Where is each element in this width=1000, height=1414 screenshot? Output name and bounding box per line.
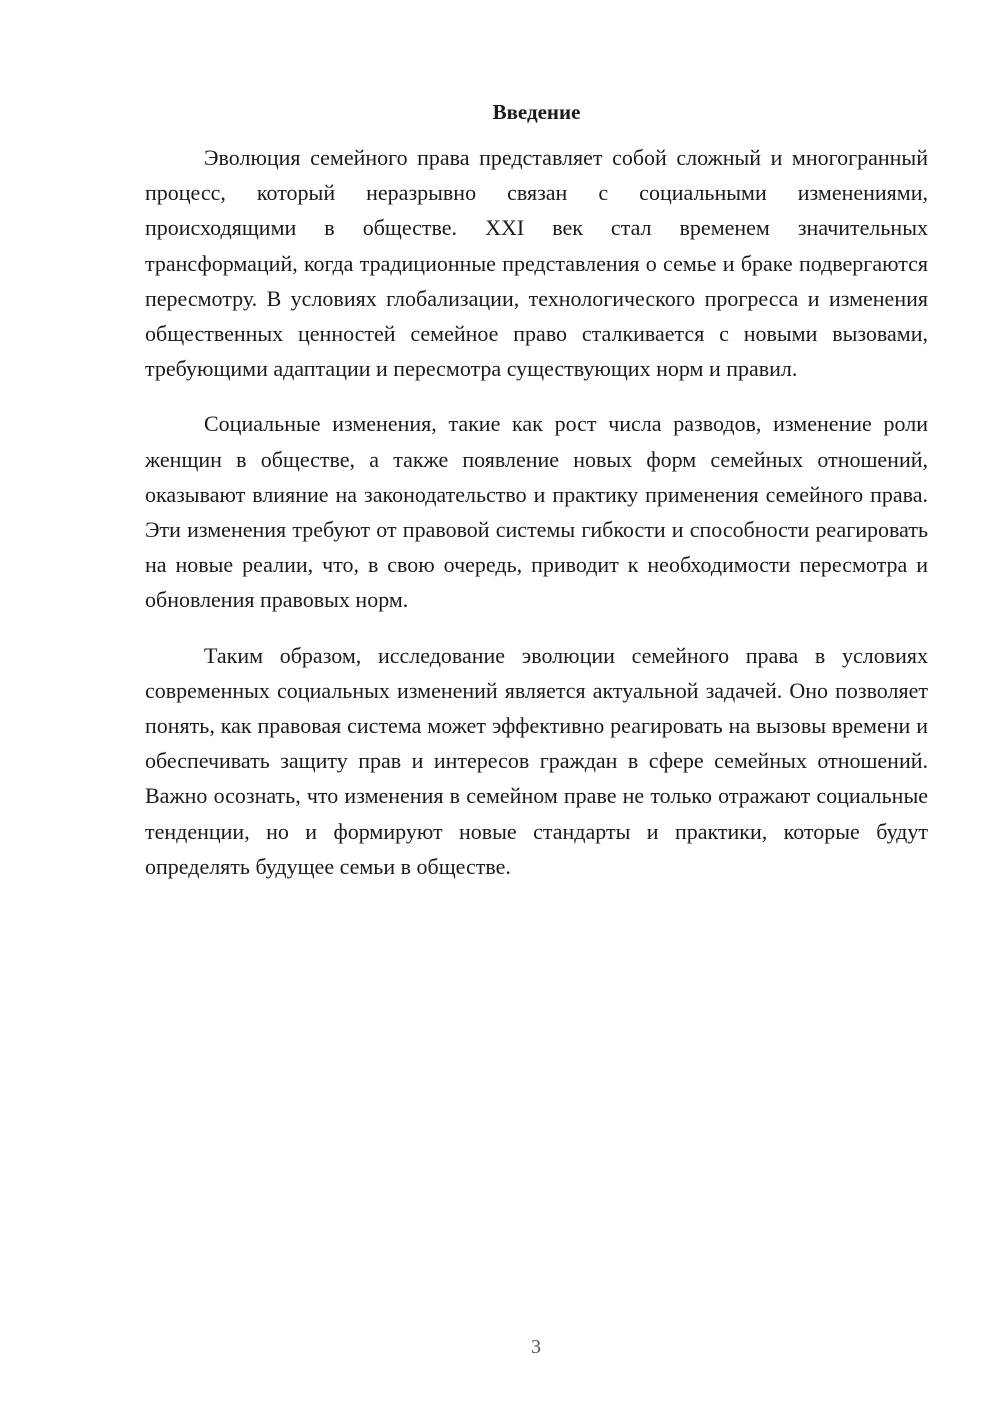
paragraph: Социальные изменения, такие как рост числа разводов, изменение роли женщин в обществе, а также появление новых форм семейных отношений, оказывают влияние на законодательство и практику применения семейного права. Эти изменения требуют от правовой системы гибкости и способности реагировать на новые реалии, что, в свою очередь, приводит к необходимости пересмотра и обновления правовых норм. [145, 411, 928, 613]
paragraph: Таким образом, исследование эволюции семейного права в условиях современных социальных изменений является актуальной задачей. Оно позволяет понять, как правовая система может эффективно реагировать на вызовы времени и обеспечивать защиту прав и интересов граждан в сфере семейных отношений. Важно осознать, что изменения в семейном праве не только отражают социальные тенденции, но и формируют новые стандарты и практики, которые будут определять будущее семьи в обществе. [145, 642, 928, 879]
page-number: 3 [531, 1336, 541, 1358]
paragraph: Эволюция семейного права представляет собой сложный и многогранный процесс, который неразрывно связан с социальными изменениями, происходящими в обществе. XXI век стал временем значительных трансформаций, когда традиционные представления о семье и браке подвергаются пересмотру. В условиях глобализации, технологического прогресса и изменения общественных ценностей семейное право сталкивается с новыми вызовами, требующими адаптации и пересмотра существующих норм и правил. [145, 145, 928, 382]
page-title: Введение [492, 100, 581, 124]
body-text [145, 140, 928, 904]
